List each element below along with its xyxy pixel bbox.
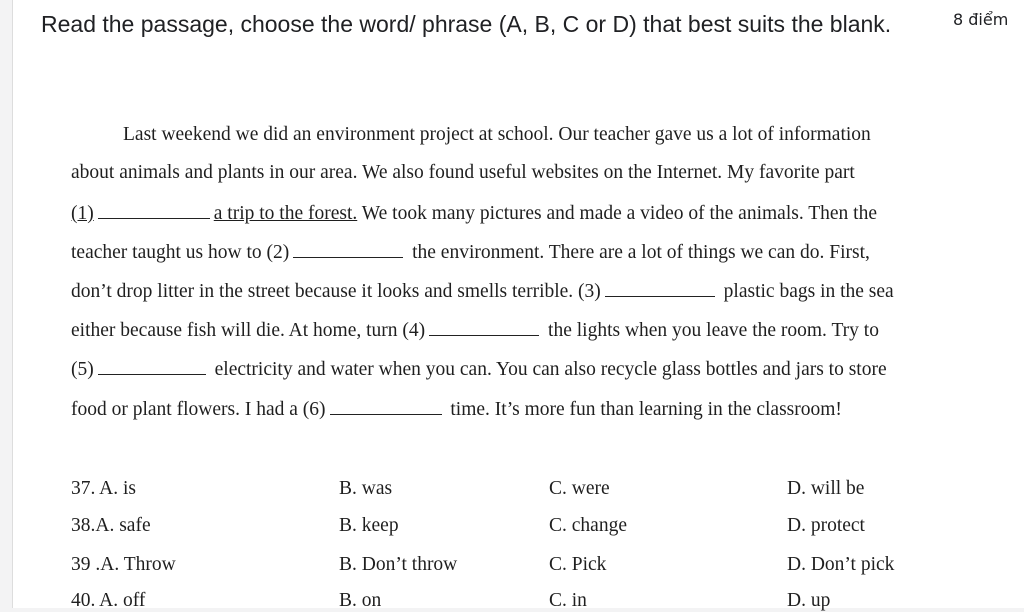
option-39-d: D. Don’t pick <box>787 554 895 575</box>
passage-line <box>71 319 879 342</box>
question-card <box>12 0 1024 611</box>
blank-1 <box>98 202 210 219</box>
passage-line <box>71 241 870 264</box>
option-39-b: B. Don’t throw <box>339 554 458 575</box>
option-40-a: 40. A. off <box>71 590 146 611</box>
option-39-a: 39 .A. Throw <box>71 554 176 575</box>
passage-text: about animals and plants in our area. We also found useful websites on the Internet. My favorite part <box>71 162 855 183</box>
option-40-b: B. on <box>339 590 382 611</box>
passage-text: the environment. There are a lot of things we can do. First, <box>412 242 870 263</box>
blank-5 <box>98 358 206 375</box>
option-38-a: 38.A. safe <box>71 515 151 536</box>
option-38-b: B. keep <box>339 515 399 536</box>
passage-text: don’t drop litter in the street because it looks and smells terrible. (3) <box>71 281 601 302</box>
blank-4 <box>429 319 539 336</box>
passage-text: food or plant flowers. I had a (6) <box>71 399 326 420</box>
option-37-b: B. was <box>339 478 393 499</box>
option-39-c: C. Pick <box>549 554 607 575</box>
passage-text: a trip to the forest. <box>213 203 358 224</box>
blank-6 <box>330 398 442 415</box>
blank-number-5: (5) <box>71 359 94 380</box>
option-38-c: C. change <box>549 515 627 536</box>
passage-text: the lights when you leave the room. Try to <box>548 320 879 341</box>
option-40-d: D. up <box>787 590 831 611</box>
passage-text: We took many pictures and made a video of the animals. Then the <box>361 203 877 224</box>
option-37-d: D. will be <box>787 478 865 499</box>
blank-number-1: (1) <box>71 203 94 224</box>
option-38-d: D. protect <box>787 515 865 536</box>
blank-3 <box>605 280 715 297</box>
passage-line <box>71 358 887 381</box>
passage-text: either because fish will die. At home, turn (4) <box>71 320 426 341</box>
passage-text: time. It’s more fun than learning in the classroom! <box>450 399 842 420</box>
passage-line <box>123 124 871 146</box>
option-40-c: C. in <box>549 590 587 611</box>
passage-line <box>71 202 877 225</box>
passage-line <box>71 398 842 421</box>
points-label: 8 điểm <box>953 10 1009 29</box>
passage-text: Last weekend we did an environment project at school. Our teacher gave us a lot of information <box>123 124 871 145</box>
passage-line <box>71 280 894 303</box>
passage-line <box>71 162 855 184</box>
blank-2 <box>293 241 403 258</box>
passage-text: electricity and water when you can. You can also recycle glass bottles and jars to store <box>214 359 887 380</box>
question-title: Read the passage, choose the word/ phrase (A, B, C or D) that best suits the blank. <box>41 11 892 37</box>
option-37-a: 37. A. is <box>71 478 137 499</box>
passage-text: teacher taught us how to (2) <box>71 242 290 263</box>
passage-text: plastic bags in the sea <box>723 281 894 302</box>
option-37-c: C. were <box>549 478 610 499</box>
